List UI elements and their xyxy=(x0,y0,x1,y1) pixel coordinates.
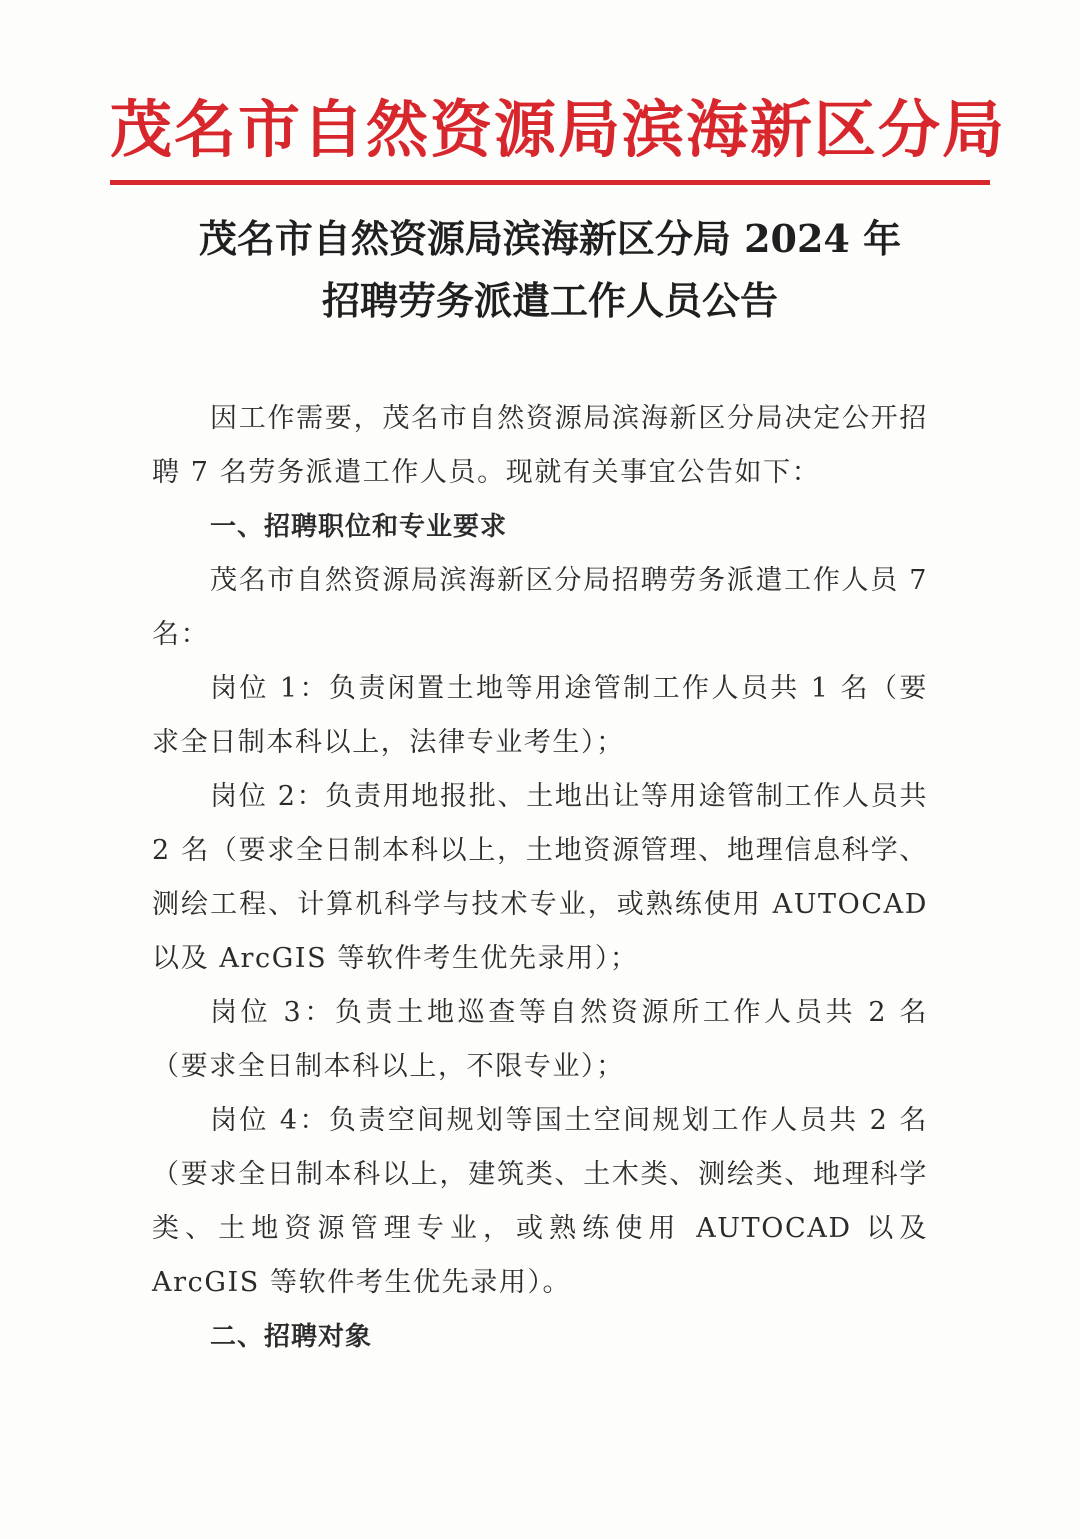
section-heading-positions: 一、招聘职位和专业要求 xyxy=(210,512,508,542)
post-3-paragraph: 岗位 3：负责土地巡查等自然资源所工作人员共 2 名（要求全日制本科以上，不限专业）； xyxy=(152,997,928,1082)
section-heading-target: 二、招聘对象 xyxy=(210,1322,373,1352)
letterhead-red-rule xyxy=(110,180,990,185)
post-1-paragraph: 岗位 1：负责闲置土地等用途管制工作人员共 1 名（要求全日制本科以上，法律专业考生）； xyxy=(152,673,928,758)
notice-title-line-2: 招聘劳务派遣工作人员公告 xyxy=(321,278,778,323)
post-4-paragraph: 岗位 4：负责空间规划等国土空间规划工作人员共 2 名（要求全日制本科以上，建筑类、土木类、测绘类、地理科学类、土地资源管理专业，或熟练使用 AUTOCAD 以及 ArcGIS 等软件考生优先录用）。 xyxy=(152,1105,928,1298)
notice-body xyxy=(152,392,928,1364)
notice-title xyxy=(120,208,980,332)
notice-title-line-1: 茂名市自然资源局滨海新区分局 2024 年 xyxy=(198,216,902,261)
letterhead-title: 茂名市自然资源局滨海新区分局 xyxy=(110,93,1007,166)
positions-intro-paragraph: 茂名市自然资源局滨海新区分局招聘劳务派遣工作人员 7 名： xyxy=(152,565,928,650)
intro-paragraph: 因工作需要，茂名市自然资源局滨海新区分局决定公开招聘 7 名劳务派遣工作人员。现就有关事宜公告如下： xyxy=(152,403,928,488)
post-2-paragraph: 岗位 2：负责用地报批、土地出让等用途管制工作人员共 2 名（要求全日制本科以上，土地资源管理、地理信息科学、测绘工程、计算机科学与技术专业，或熟练使用 AUTOCAD 以及 ArcGIS 等软件考生优先录用）； xyxy=(152,781,929,974)
